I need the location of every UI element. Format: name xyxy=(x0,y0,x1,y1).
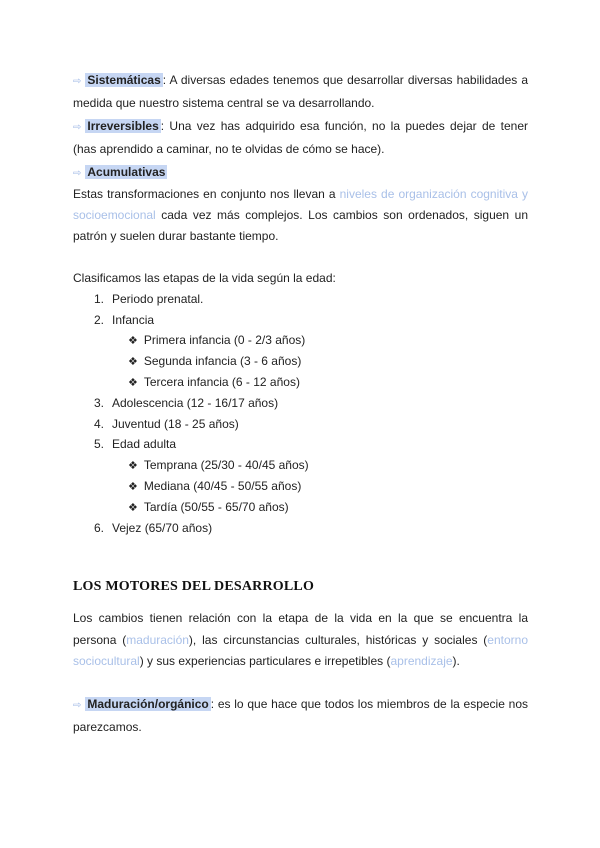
diamond-bullet-icon: ❖ xyxy=(128,502,138,514)
list-number: 1. xyxy=(93,292,104,306)
substage-item xyxy=(128,457,583,474)
substage-item xyxy=(128,332,583,349)
maturation-line xyxy=(73,696,528,714)
characteristic-irreversibles xyxy=(73,118,528,136)
term-highlight: Sistemáticas xyxy=(87,73,161,87)
classification-intro: Clasificamos las etapas de la vida según la edad: xyxy=(73,271,336,285)
linked-term: aprendizaje xyxy=(390,654,453,668)
stage-item xyxy=(84,395,539,411)
substage-label: Temprana (25/30 - 40/45 años) xyxy=(143,458,309,472)
substage-label: Tercera infancia (6 - 12 años) xyxy=(143,375,300,389)
text-span: cada vez más complejos. Los cambios son ordenados, siguen un xyxy=(155,208,528,222)
transform-paragraph-line: patrón y suelen durar bastante tiempo. xyxy=(73,229,279,243)
stage-label: Vejez (65/70 años) xyxy=(112,521,213,535)
motors-paragraph-line: Los cambios tienen relación con la etapa de la vida en la que se encuentra la xyxy=(73,611,528,625)
substage-item xyxy=(128,499,583,516)
text-span: ) y sus experiencias particulares e irrepetibles ( xyxy=(139,654,391,668)
substage-label: Segunda infancia (3 - 6 años) xyxy=(143,354,302,368)
transform-paragraph-line xyxy=(73,186,528,202)
maturation-continuation: parezcamos. xyxy=(73,720,142,734)
stage-item xyxy=(84,312,539,328)
characteristic-continuation: (has aprendido a caminar, no te olvidas de cómo se hace). xyxy=(73,142,385,156)
diamond-bullet-icon: ❖ xyxy=(128,335,138,347)
linked-term: socioemocional xyxy=(73,208,156,222)
stage-label: Adolescencia (12 - 16/17 años) xyxy=(112,396,279,410)
list-number: 6. xyxy=(93,521,104,535)
list-number: 5. xyxy=(93,437,104,451)
arrow-icon: ⇨ xyxy=(73,168,82,179)
diamond-bullet-icon: ❖ xyxy=(128,481,138,493)
text-span: ), las circunstancias culturales, históricas y sociales ( xyxy=(188,633,488,647)
text-span: Estas transformaciones en conjunto nos llevan a xyxy=(73,187,340,201)
characteristic-text: : A diversas edades tenemos que desarrollar diversas habilidades a xyxy=(162,73,528,87)
list-number: 4. xyxy=(93,417,104,431)
substage-label: Primera infancia (0 - 2/3 años) xyxy=(143,333,306,347)
stage-label: Edad adulta xyxy=(112,437,177,451)
section-heading: LOS MOTORES DEL DESARROLLO xyxy=(73,579,315,594)
stage-label: Juventud (18 - 25 años) xyxy=(112,417,239,431)
motors-paragraph-line xyxy=(73,632,528,648)
linked-term: niveles de organización cognitiva y xyxy=(339,187,529,201)
linked-term: sociocultural xyxy=(73,654,140,668)
term-highlight: Irreversibles xyxy=(87,119,159,133)
maturation-text: : es lo que hace que todos los miembros de la especie nos xyxy=(210,697,528,711)
diamond-bullet-icon: ❖ xyxy=(128,377,138,389)
arrow-icon: ⇨ xyxy=(73,122,82,133)
stage-item xyxy=(84,436,539,452)
term-highlight: Maduración/orgánico xyxy=(87,697,209,711)
substage-label: Tardía (50/55 - 65/70 años) xyxy=(143,500,289,514)
stage-item xyxy=(84,520,539,536)
linked-term: entorno xyxy=(487,633,528,647)
list-number: 2. xyxy=(93,313,104,327)
term-highlight: Acumulativas xyxy=(87,165,166,179)
substage-item xyxy=(128,353,583,370)
characteristic-text: : Una vez has adquirido esa función, no la puedes dejar de tener xyxy=(160,119,528,133)
text-span: persona ( xyxy=(73,633,127,647)
characteristic-acumulativas xyxy=(73,164,528,182)
diamond-bullet-icon: ❖ xyxy=(128,460,138,472)
motors-paragraph-line xyxy=(73,653,528,669)
stage-label: Infancia xyxy=(112,313,155,327)
stage-item xyxy=(84,416,539,432)
diamond-bullet-icon: ❖ xyxy=(128,356,138,368)
text-span: ). xyxy=(452,654,460,668)
stage-item xyxy=(84,291,539,307)
substage-label: Mediana (40/45 - 50/55 años) xyxy=(143,479,302,493)
characteristic-continuation: medida que nuestro sistema central se va desarrollando. xyxy=(73,96,375,110)
arrow-icon: ⇨ xyxy=(73,700,82,711)
characteristic-sistematicas xyxy=(73,72,528,90)
linked-term: maduración xyxy=(126,633,189,647)
stage-label: Periodo prenatal. xyxy=(112,292,204,306)
substage-item xyxy=(128,478,583,495)
transform-paragraph-line xyxy=(73,207,528,223)
list-number: 3. xyxy=(93,396,104,410)
arrow-icon: ⇨ xyxy=(73,76,82,87)
substage-item xyxy=(128,374,583,391)
